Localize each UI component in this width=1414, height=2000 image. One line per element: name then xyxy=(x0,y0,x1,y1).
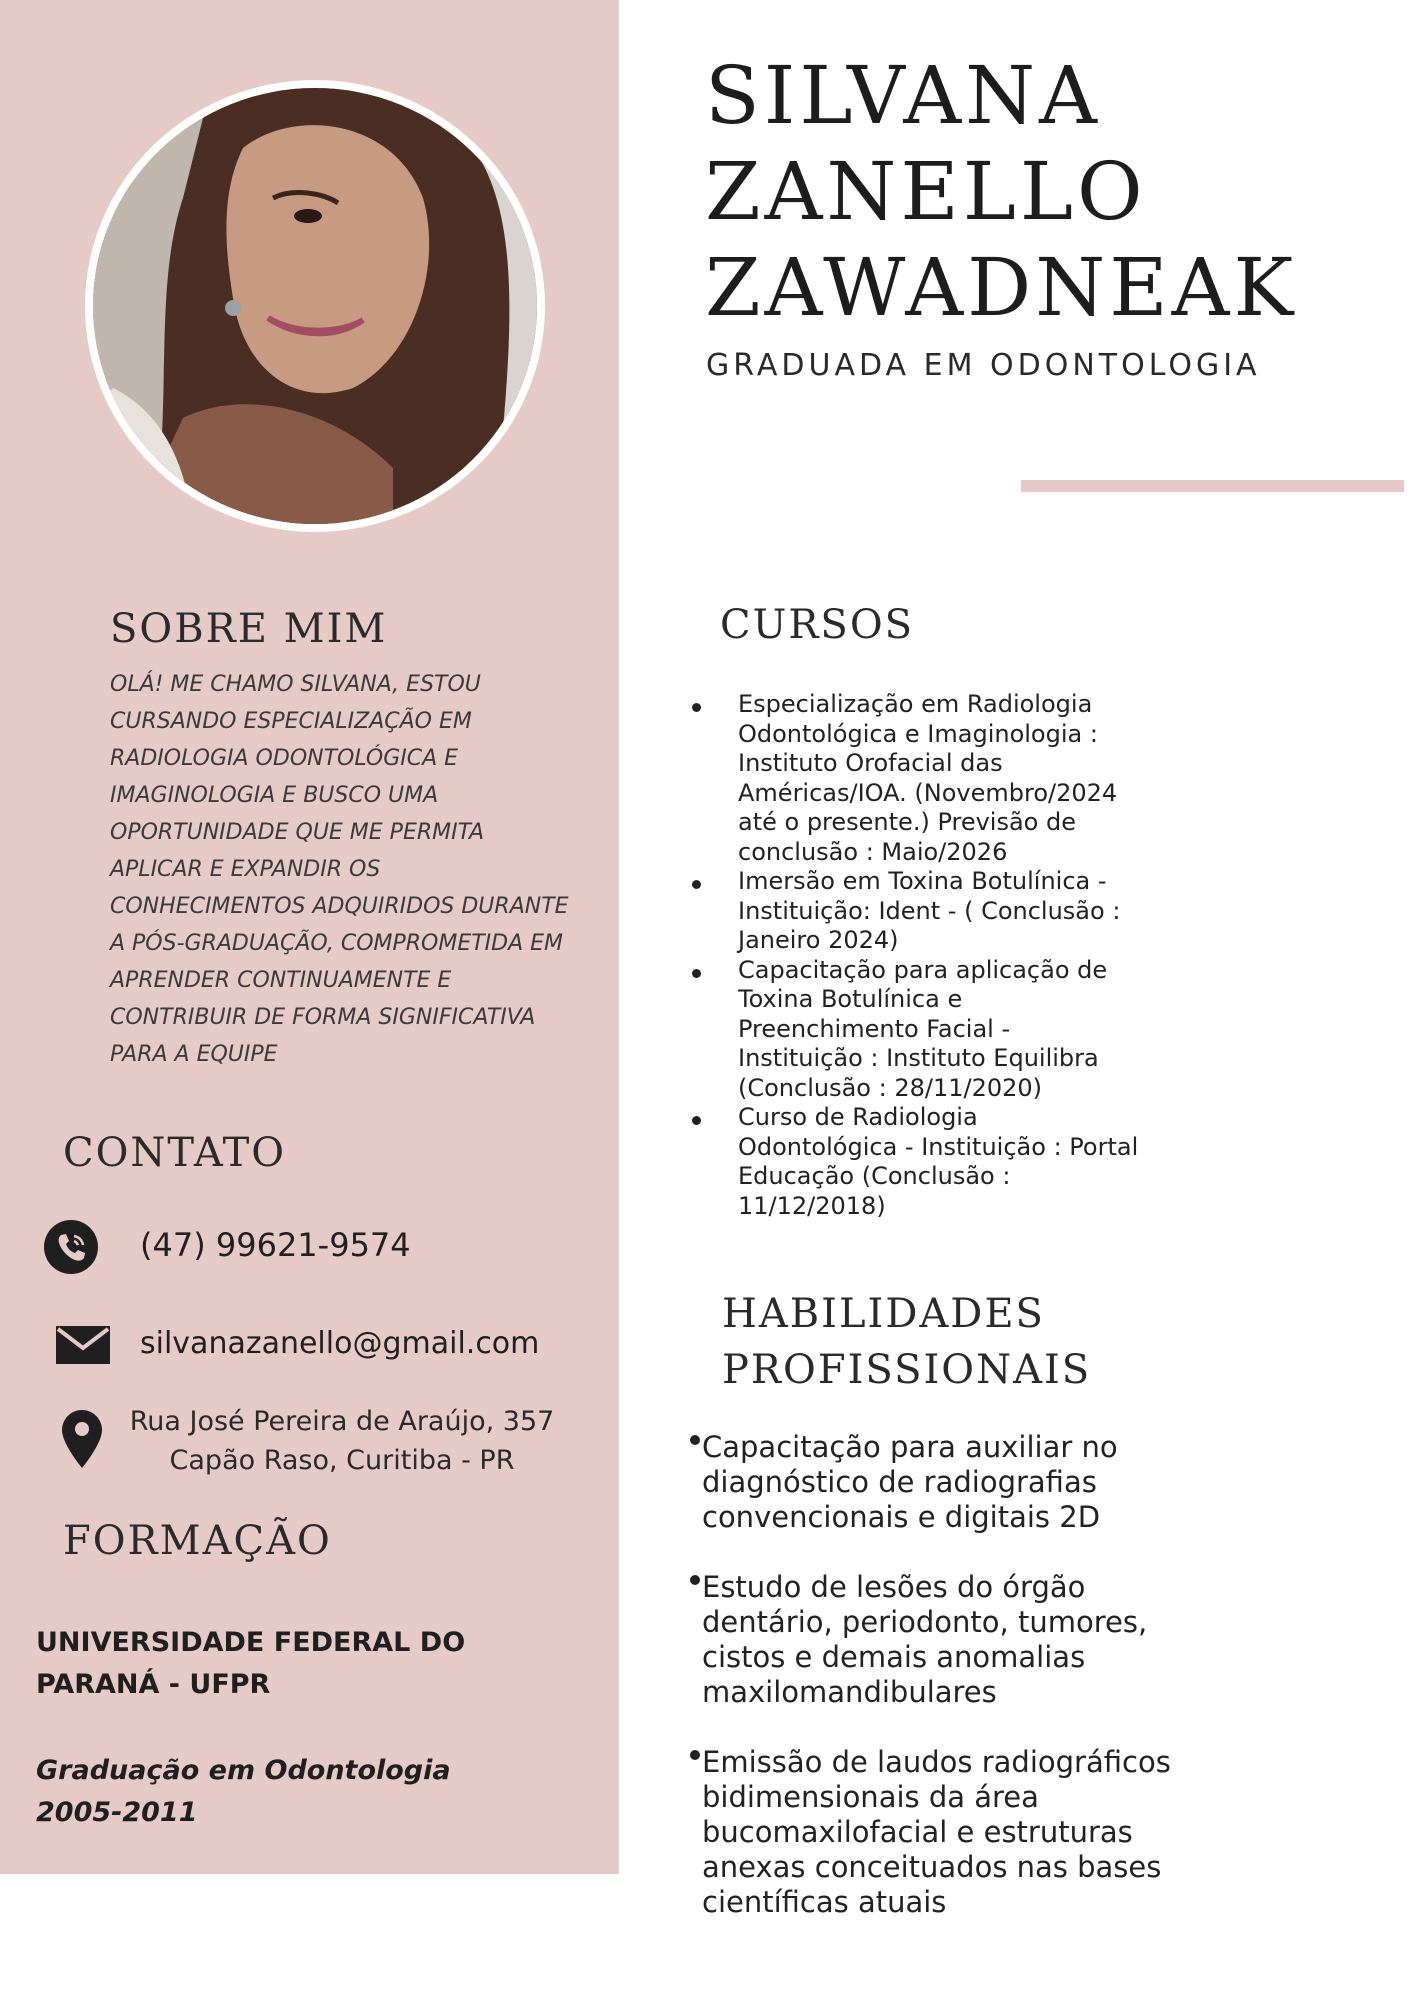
course-item: Imersão em Toxina Botulínica - Instituição: Ident - ( Conclusão : Janeiro 2024) xyxy=(682,867,1142,956)
location-pin-icon xyxy=(62,1410,102,1468)
course-item: Curso de Radiologia Odontológica - Instituição : Portal Educação (Conclusão : 11/12/2018) xyxy=(682,1103,1142,1221)
email-address[interactable]: silvanazanello@gmail.com xyxy=(140,1326,540,1361)
accent-divider xyxy=(1021,480,1404,492)
full-name xyxy=(705,48,1297,336)
phone-number[interactable]: (47) 99621-9574 xyxy=(140,1226,411,1264)
name-line-2: ZANELLO xyxy=(705,145,1147,238)
skills-list xyxy=(690,1430,1210,1955)
education-degree xyxy=(36,1750,451,1834)
name-line-3: ZAWADNEAK xyxy=(705,241,1298,334)
address xyxy=(112,1402,572,1480)
skills-title-line-2: PROFISSIONAIS xyxy=(722,1347,1092,1393)
degree-years: 2005-2011 xyxy=(36,1797,198,1828)
mail-icon xyxy=(56,1326,110,1364)
contact-title: CONTATO xyxy=(63,1130,287,1176)
skills-title-line-1: HABILIDADES xyxy=(722,1291,1045,1337)
name-line-1: SILVANA xyxy=(705,49,1101,142)
about-title: SOBRE MIM xyxy=(110,606,388,652)
address-line-1: Rua José Pereira de Araújo, 357 xyxy=(129,1406,555,1437)
job-title: GRADUADA EM ODONTOLOGIA xyxy=(706,348,1261,383)
courses-list xyxy=(682,690,1142,1221)
profile-photo-illustration xyxy=(93,88,537,524)
skill-item: Capacitação para auxiliar no diagnóstico de radiografias convencionais e digitais 2D xyxy=(690,1430,1210,1535)
degree-name: Graduação em Odontologia xyxy=(36,1755,451,1786)
course-item: Especialização em Radiologia Odontológica e Imaginologia : Instituto Orofacial das Américas/IOA. (Novembro/2024 até o presente.) Previsão de conclusão : Maio/2026 xyxy=(682,690,1142,867)
education-institution xyxy=(36,1622,465,1706)
skill-item: Emissão de laudos radiográficos bidimensionais da área bucomaxilofacial e estruturas anexas conceituados nas bases científicas atuais xyxy=(690,1745,1210,1920)
education-title: FORMAÇÃO xyxy=(63,1518,332,1564)
course-item: Capacitação para aplicação de Toxina Botulínica e Preenchimento Facial - Instituição : Instituto Equilibra (Conclusão : 28/11/2020) xyxy=(682,956,1142,1104)
skills-title xyxy=(722,1286,1091,1398)
institution-line-1: UNIVERSIDADE FEDERAL DO xyxy=(36,1627,466,1658)
address-line-2: Capão Raso, Curitiba - PR xyxy=(169,1445,515,1476)
phone-icon xyxy=(44,1220,98,1274)
skill-item: Estudo de lesões do órgão dentário, periodonto, tumores, cistos e demais anomalias maxilomandibulares xyxy=(690,1570,1210,1710)
institution-line-2: PARANÁ - UFPR xyxy=(36,1669,271,1700)
courses-title: CURSOS xyxy=(720,602,915,648)
profile-photo xyxy=(93,88,537,524)
about-text: OLÁ! ME CHAMO SILVANA, ESTOU CURSANDO ESPECIALIZAÇÃO EM RADIOLOGIA ODONTOLÓGICA E IMAGINOLOGIA E BUSCO UMA OPORTUNIDADE QUE ME PERMITA APLICAR E EXPANDIR OS CONHECIMENTOS ADQUIRIDOS DURANTE A PÓS-GRADUAÇÃO, COMPROMETIDA EM APRENDER CONTINUAMENTE E CONTRIBUIR DE FORMA SIGNIFICATIVA PARA A EQUIPE xyxy=(110,672,569,1067)
